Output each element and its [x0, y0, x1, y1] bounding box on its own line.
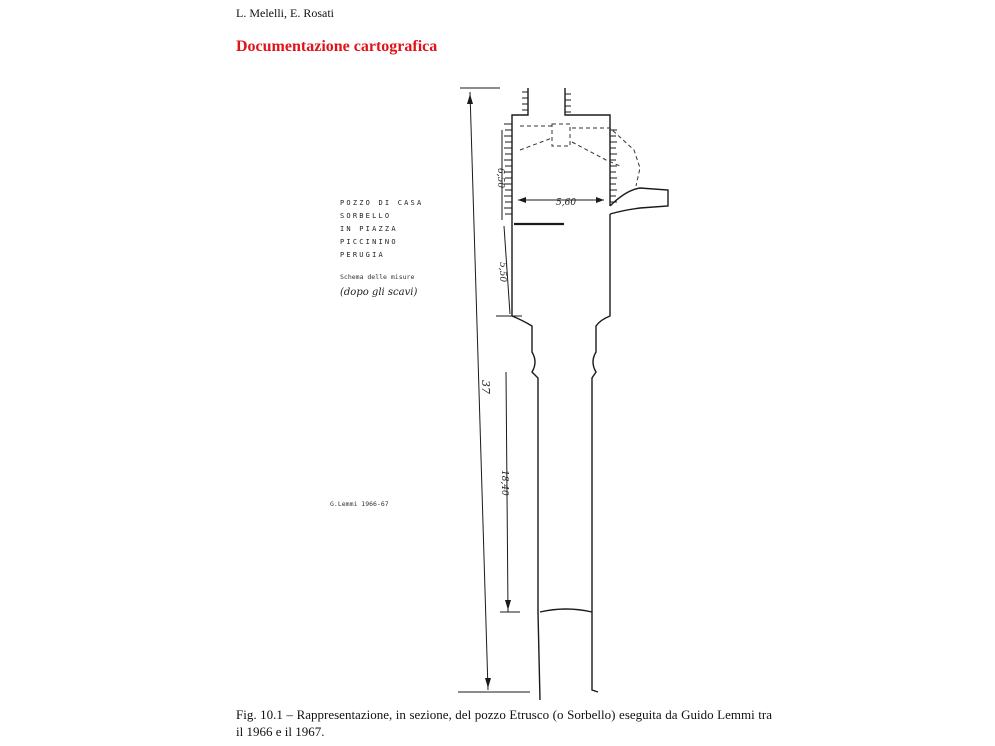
shaft-bottom-break: [540, 609, 592, 612]
title-line: PERUGIA: [340, 251, 385, 259]
title-line: SORBELLO: [340, 212, 392, 220]
dim-upper-height: 6,50: [495, 168, 505, 189]
upper-gallery-box: [552, 124, 570, 146]
scheme-title: Schema delle misure: [340, 273, 415, 281]
handwritten-note: (dopo gli scavi): [340, 287, 418, 298]
ruler-ticks-right: [565, 94, 617, 202]
upper-gallery-line-right: [572, 128, 640, 186]
title-line: POZZO DI CASA: [340, 199, 424, 207]
running-header-authors: L. Melelli, E. Rosati: [236, 6, 334, 20]
dim-chamber-width: 5,60: [556, 198, 577, 208]
dim-total-depth: 37: [479, 380, 492, 394]
ruler-ticks-left: [504, 92, 528, 214]
chamber-left-wall: [512, 222, 540, 700]
title-line: IN PIAZZA: [340, 225, 398, 233]
dim-mid-height: 5,50: [497, 262, 507, 283]
upper-gallery-line-left: [520, 126, 552, 150]
chamber-right-wall: [592, 214, 610, 692]
title-line: PICCININO: [340, 238, 398, 246]
dim-lower-height: 18,40: [499, 470, 509, 496]
drawing-title-block: [340, 197, 423, 262]
section-title: Documentazione cartografica: [236, 38, 438, 55]
figure-caption: Fig. 10.1 – Rappresentazione, in sezione, del pozzo Etrusco (o Sorbello) eseguita da Guido Lemmi tra il 1966 e il 1967.: [236, 707, 772, 739]
author-stamp: G.Lemmi 1966-67: [330, 500, 389, 508]
shaft-top-right-wall: [565, 88, 610, 206]
side-tunnel: [610, 188, 668, 214]
